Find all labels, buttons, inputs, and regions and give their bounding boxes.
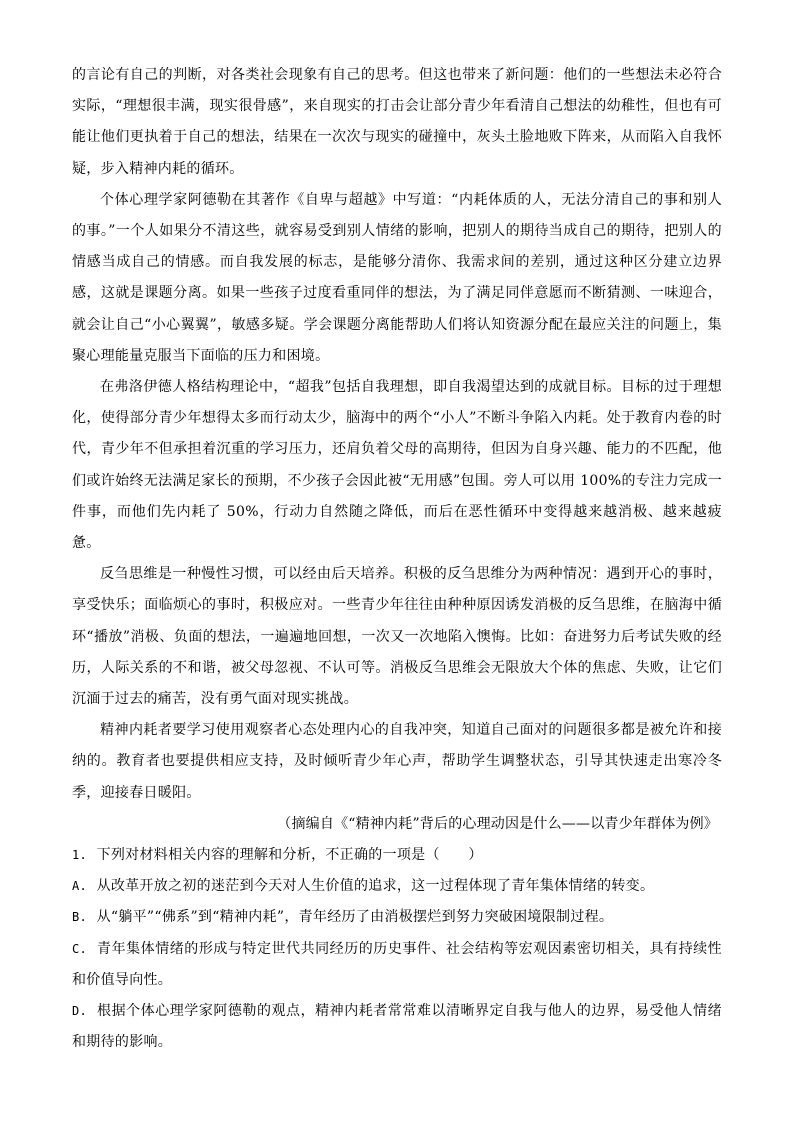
question-stem <box>72 840 722 871</box>
document-page <box>72 60 722 1059</box>
option-text: 根据个体心理学家阿德勒的观点，精神内耗者常常难以清晰界定自我与他人的边界，易受他人情绪和期待的影响。 <box>72 1003 722 1051</box>
article-paragraph: 精神内耗者要学习使用观察者心态处理内心的自我冲突，知道自己面对的问题很多都是被允许和接纳的。教育者也要提供相应支持，及时倾听青少年心声，帮助学生调整状态，引导其快速走出寒冷冬季，迎接春日暖阳。 <box>72 722 722 801</box>
option-label: A. <box>72 879 88 894</box>
article-paragraph: 个体心理学家阿德勒在其著作《自卑与超越》中写道：“内耗体质的人，无法分清自己的事和别人的事。”一个人如果分不清这些，就容易受到别人情绪的影响，把别人的期待当成自己的期待，把别人的情感当成自己的情感。而自我发展的标志，是能够分清你、我需求间的差别，通过这种区分建立边界感，这就是课题分离。如果一些孩子过度看重同伴的想法，为了满足同伴意愿而不断猜测、一味迎合，就会让自己“小心翼翼”，敏感多疑。学会课题分离能帮助人们将认知资源分配在最应关注的问题上，集聚心理能量克服当下面临的压力和困境。 <box>72 191 722 364</box>
question-stem-text: 下列对材料相关内容的理解和分析，不正确的一项是（ ） <box>96 847 483 864</box>
article-source: （摘编自《“精神内耗”背后的心理动因是什么——以青少年群体为例》 <box>277 815 718 832</box>
answer-option-d[interactable] <box>72 996 722 1058</box>
article-paragraph: 在弗洛伊德人格结构理论中，“超我”包括自我理想，即自我渴望达到的成就目标。目标的过于理想化，使得部分青少年想得太多而行动太少，脑海中的两个“小人”不断斗争陷入内耗。处于教育内卷的时代，青少年不但承担着沉重的学习压力，还肩负着父母的高期待，但因为自身兴趣、能力的不匹配，他们或许始终无法满足家长的预期，不少孩子会因此被“无用感”包围。旁人可以用 100%的专注力完成一件事，而他们先内耗了 50%，行动力自然随之降低，而后在恶性循环中变得越来越消极、越来越疲惫。 <box>72 379 722 552</box>
option-label: C. <box>72 941 88 956</box>
question-number: 1. <box>72 848 88 863</box>
article-paragraph: 的言论有自己的判断，对各类社会现象有自己的思考。但这也带来了新问题：他们的一些想法未必符合实际，“理想很丰满，现实很骨感”，来自现实的打击会让部分青少年看清自己想法的幼稚性，但也有可能让他们更执着于自己的想法，结果在一次次与现实的碰撞中，灰头土脸地败下阵来，从而陷入自我怀疑，步入精神内耗的循环。 <box>72 67 722 177</box>
answer-option-a[interactable] <box>72 871 722 902</box>
option-label: D. <box>72 1004 88 1019</box>
option-text: 从改革开放之初的迷茫到今天对人生价值的追求，这一过程体现了青年集体情绪的转变。 <box>96 878 655 895</box>
option-text: 青年集体情绪的形成与特定世代共同经历的历史事件、社会结构等宏观因素密切相关，具有持续性和价值导向性。 <box>72 940 722 988</box>
article-paragraph: 反刍思维是一种慢性习惯，可以经由后天培养。积极的反刍思维分为两种情况：遇到开心的事时，享受快乐；面临烦心的事时，积极应对。一些青少年往往由种种原因诱发消极的反刍思维，在脑海中循环“播放”消极、负面的想法，一遍遍地回想，一次又一次地陷入懊悔。比如：奋进努力后考试失败的经历，人际关系的不和谐，被父母忽视、不认可等。消极反刍思维会无限放大个体的焦虑、失败，让它们沉湎于过去的痛苦，没有勇气面对现实挑战。 <box>72 566 722 708</box>
answer-options <box>72 871 722 1058</box>
answer-option-b[interactable] <box>72 902 722 933</box>
answer-option-c[interactable] <box>72 934 722 996</box>
option-text: 从“躺平”“佛系”到“精神内耗”，青年经历了由消极摆烂到努力突破困境限制过程。 <box>96 909 614 926</box>
option-label: B. <box>72 910 88 925</box>
